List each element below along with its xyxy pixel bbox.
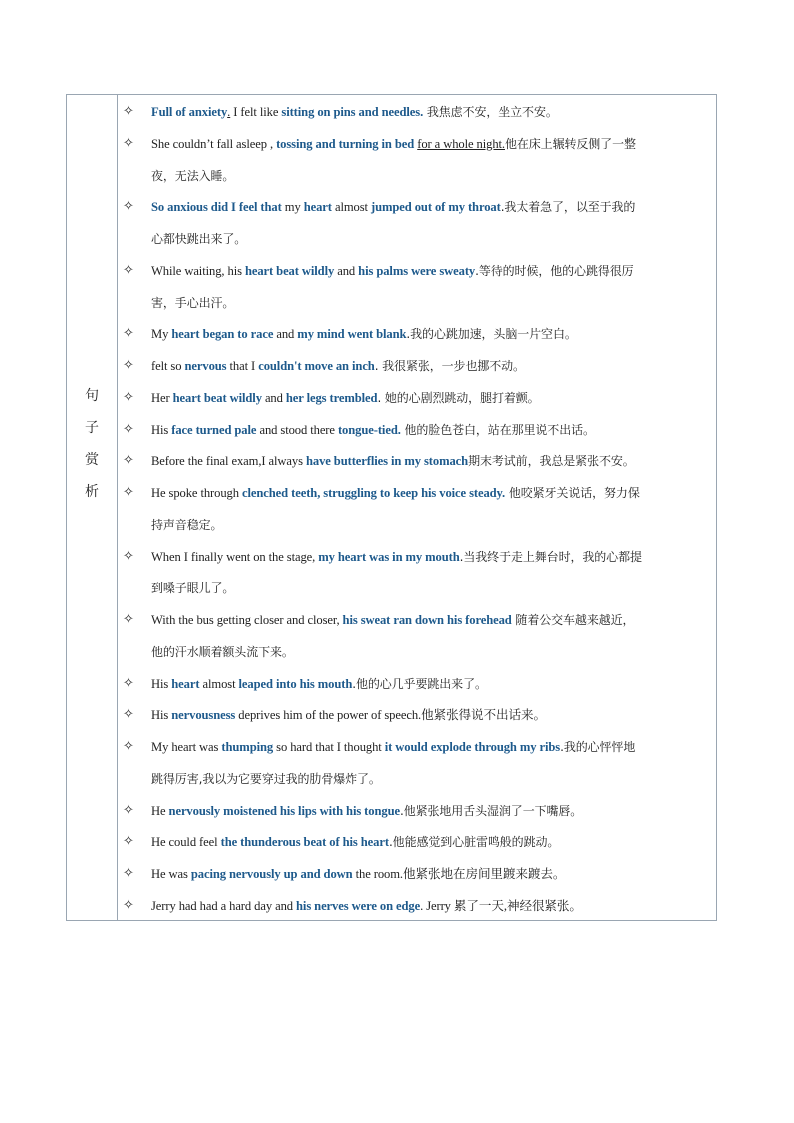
sentence-text: and [261,390,286,405]
list-item-line [151,390,540,406]
sentence-text: 夜，无法入睡。 [151,168,235,183]
list-item-line [151,549,642,565]
sentence-text: He could feel [151,835,221,850]
list-item-line [151,104,558,120]
list-item-line [151,866,565,882]
sentence-text: . [227,105,231,119]
highlighted-phrase: his nerves were on edge [296,898,421,913]
side-label-char: 子 [85,420,99,436]
sentence-text: 他的脸色苍白，站在那里说不出话。 [400,422,595,437]
sentence-text: 我焦虑不安，坐立不安。 [423,105,558,119]
list-item-line [151,326,577,342]
bullet-icon: ✧ [123,421,134,437]
bullet-icon: ✧ [123,675,134,691]
bullet-icon: ✧ [123,866,134,881]
sentence-text: .当我终于走上舞台时，我的心都提 [459,549,642,564]
sentence-text: I felt like [230,105,282,119]
bullet-icon: ✧ [123,262,134,278]
highlighted-phrase: heart beat wildly [244,263,335,278]
sentence-text: Jerry had had a hard day and [151,898,297,913]
list-item-line [151,295,234,311]
sentence-text: the room.他紧张地在房间里踱来踱去。 [352,867,566,881]
sentence-text: 害，手心出汗。 [151,295,235,310]
side-label-char: 句 [85,388,99,404]
highlighted-phrase: it would explode through my ribs [384,740,561,754]
bullet-icon: ✧ [123,802,134,818]
list-item-line [151,771,381,787]
highlighted-phrase: nervous [184,359,227,373]
sentence-text: 随着公交车越来越近， [511,613,635,627]
sentence-text: He was [151,867,191,881]
sentence-text: Before the final exam,I always [151,454,306,469]
bullet-icon: ✧ [123,358,134,373]
sentence-text: almost [331,200,371,215]
list-item-line [151,263,634,279]
highlighted-phrase: jumped out of my throat [371,200,501,215]
list-item-line [151,898,582,914]
highlighted-phrase: leaped into his mouth [238,676,353,691]
sentence-text: My heart was [151,740,222,754]
bullet-icon: ✧ [123,548,134,564]
highlighted-phrase: heart beat wildly [172,390,262,405]
highlighted-phrase: her legs trembled [285,390,378,405]
bullet-icon: ✧ [123,612,134,627]
sentence-text: 持声音稳定。 [151,517,223,532]
sentence-text: 跳得厉害,我以为它要穿过我的肋骨爆炸了。 [151,771,381,786]
sentence-text: He spoke through [151,486,242,500]
highlighted-phrase: have butterflies in my stomach [305,454,469,469]
sentence-text: almost [199,676,239,691]
list-item-line [151,422,595,438]
sentence-text: . 她的心剧烈跳动，腿打着颤。 [377,390,540,405]
bullet-icon: ✧ [123,834,134,850]
bullet-icon: ✧ [123,739,134,754]
sentence-text: felt so [151,359,185,373]
list-item-line [151,707,546,723]
list-item-line [151,739,635,755]
sentence-text: so hard that I thought [273,740,385,754]
highlighted-phrase: heart [303,200,332,215]
highlighted-phrase: face turned pale [171,422,257,437]
highlighted-phrase: sitting on pins and needles. [281,105,424,119]
list-item-line [151,168,234,184]
sentence-text: With the bus getting closer and closer, [151,613,343,627]
bullet-icon: ✧ [123,389,134,405]
highlighted-phrase: Full of anxiety [151,105,228,119]
analysis-table [66,94,717,921]
highlighted-phrase: his palms were sweaty [358,263,476,278]
list-item-line [151,803,582,819]
sentence-text: Her [151,390,173,405]
sentence-text: .他能感觉到心脏雷鸣般的跳动。 [388,835,560,850]
highlighted-phrase: clenched teeth, struggling to keep his voice steady. [242,486,506,500]
bullet-icon: ✧ [123,326,134,342]
highlighted-phrase: my mind went blank [297,327,407,342]
sentence-text: and [273,327,298,342]
sentence-text: .我的心跳加速，头脑一片空白。 [406,327,577,342]
highlighted-phrase: So anxious did I feel that [151,200,282,215]
column-divider [117,95,118,920]
side-label-char: 赏 [85,452,99,468]
sentence-text: .他的心几乎要跳出来了。 [352,676,487,691]
highlighted-phrase: heart began to race [171,327,274,342]
sentence-text: .等待的时候，他的心跳得很厉 [475,263,634,278]
sentence-text: . 我很紧张，一步也挪不动。 [374,359,525,373]
sentence-text: 他咬紧牙关说话，努力保 [505,486,640,500]
bullet-icon: ✧ [123,897,134,913]
highlighted-phrase: thumping [221,740,274,754]
sentence-text: and [334,263,359,278]
bullet-icon: ✧ [123,135,134,151]
sentence-text: He [151,803,169,818]
side-label-char: 析 [85,484,99,500]
list-item-line [151,676,487,692]
list-item-line [151,644,294,660]
sentence-text: deprives him of the power of speech.他紧张得说不出话来。 [235,708,547,723]
sentence-text: .他紧张地用舌头湿润了一下嘴唇。 [399,803,583,818]
highlighted-phrase: tossing and turning in bed [276,136,415,151]
sentence-text: 心都快跳出来了。 [151,232,247,246]
sentence-text: . Jerry 累了一天,神经很紧张。 [420,898,582,913]
highlighted-phrase: my heart was in my mouth [318,549,460,564]
highlighted-phrase: nervousness [171,708,236,723]
bullet-icon: ✧ [123,485,134,500]
sentence-text: While waiting, his [151,263,245,278]
list-item-line [151,136,636,152]
sentence-text: When I finally went on the stage, [151,549,319,564]
list-item-line [151,517,222,533]
list-item-line [151,358,525,374]
sentence-text: 期末考试前，我总是紧张不安。 [468,454,635,469]
list-item-line [151,231,246,247]
bullet-icon: ✧ [123,199,134,215]
highlighted-phrase: the thunderous beat of his heart [220,835,389,850]
sentence-text: .我的心怦怦地 [560,740,636,754]
list-item-line [151,199,635,215]
highlighted-phrase: pacing nervously up and down [190,867,353,881]
highlighted-phrase: tongue-tied. [337,422,401,437]
sentence-text: 到嗓子眼儿了。 [151,581,235,596]
highlighted-phrase: couldn't move an inch [258,359,375,373]
bullet-icon: ✧ [123,104,134,119]
list-item-line [151,453,635,469]
highlighted-phrase: his sweat ran down his forehead [342,613,512,627]
bullet-icon: ✧ [123,453,134,469]
highlighted-phrase: nervously moistened his lips with his tongue [168,803,400,818]
list-item-line [151,612,634,628]
highlighted-phrase: heart [171,676,200,691]
bullet-icon: ✧ [123,707,134,723]
sentence-text: and stood there [256,422,338,437]
list-item-line [151,485,640,501]
sentence-text: .我太着急了，以至于我的 [500,200,636,215]
sentence-text: 他在床上辗转反侧了一整 [504,136,636,151]
sentence-text: for a whole night. [417,136,505,151]
sentence-text: She couldn’t fall asleep , [151,136,277,151]
list-item-line [151,834,559,850]
sentence-text: 他的汗水顺着额头流下来。 [151,644,294,659]
sentence-text: His [151,422,172,437]
sentence-text: His [151,708,172,723]
sentence-text: that I [226,359,259,373]
list-item-line [151,580,234,596]
sentence-text: His [151,676,172,691]
sentence-text: My [151,327,172,342]
sentence-text: my [281,200,304,215]
